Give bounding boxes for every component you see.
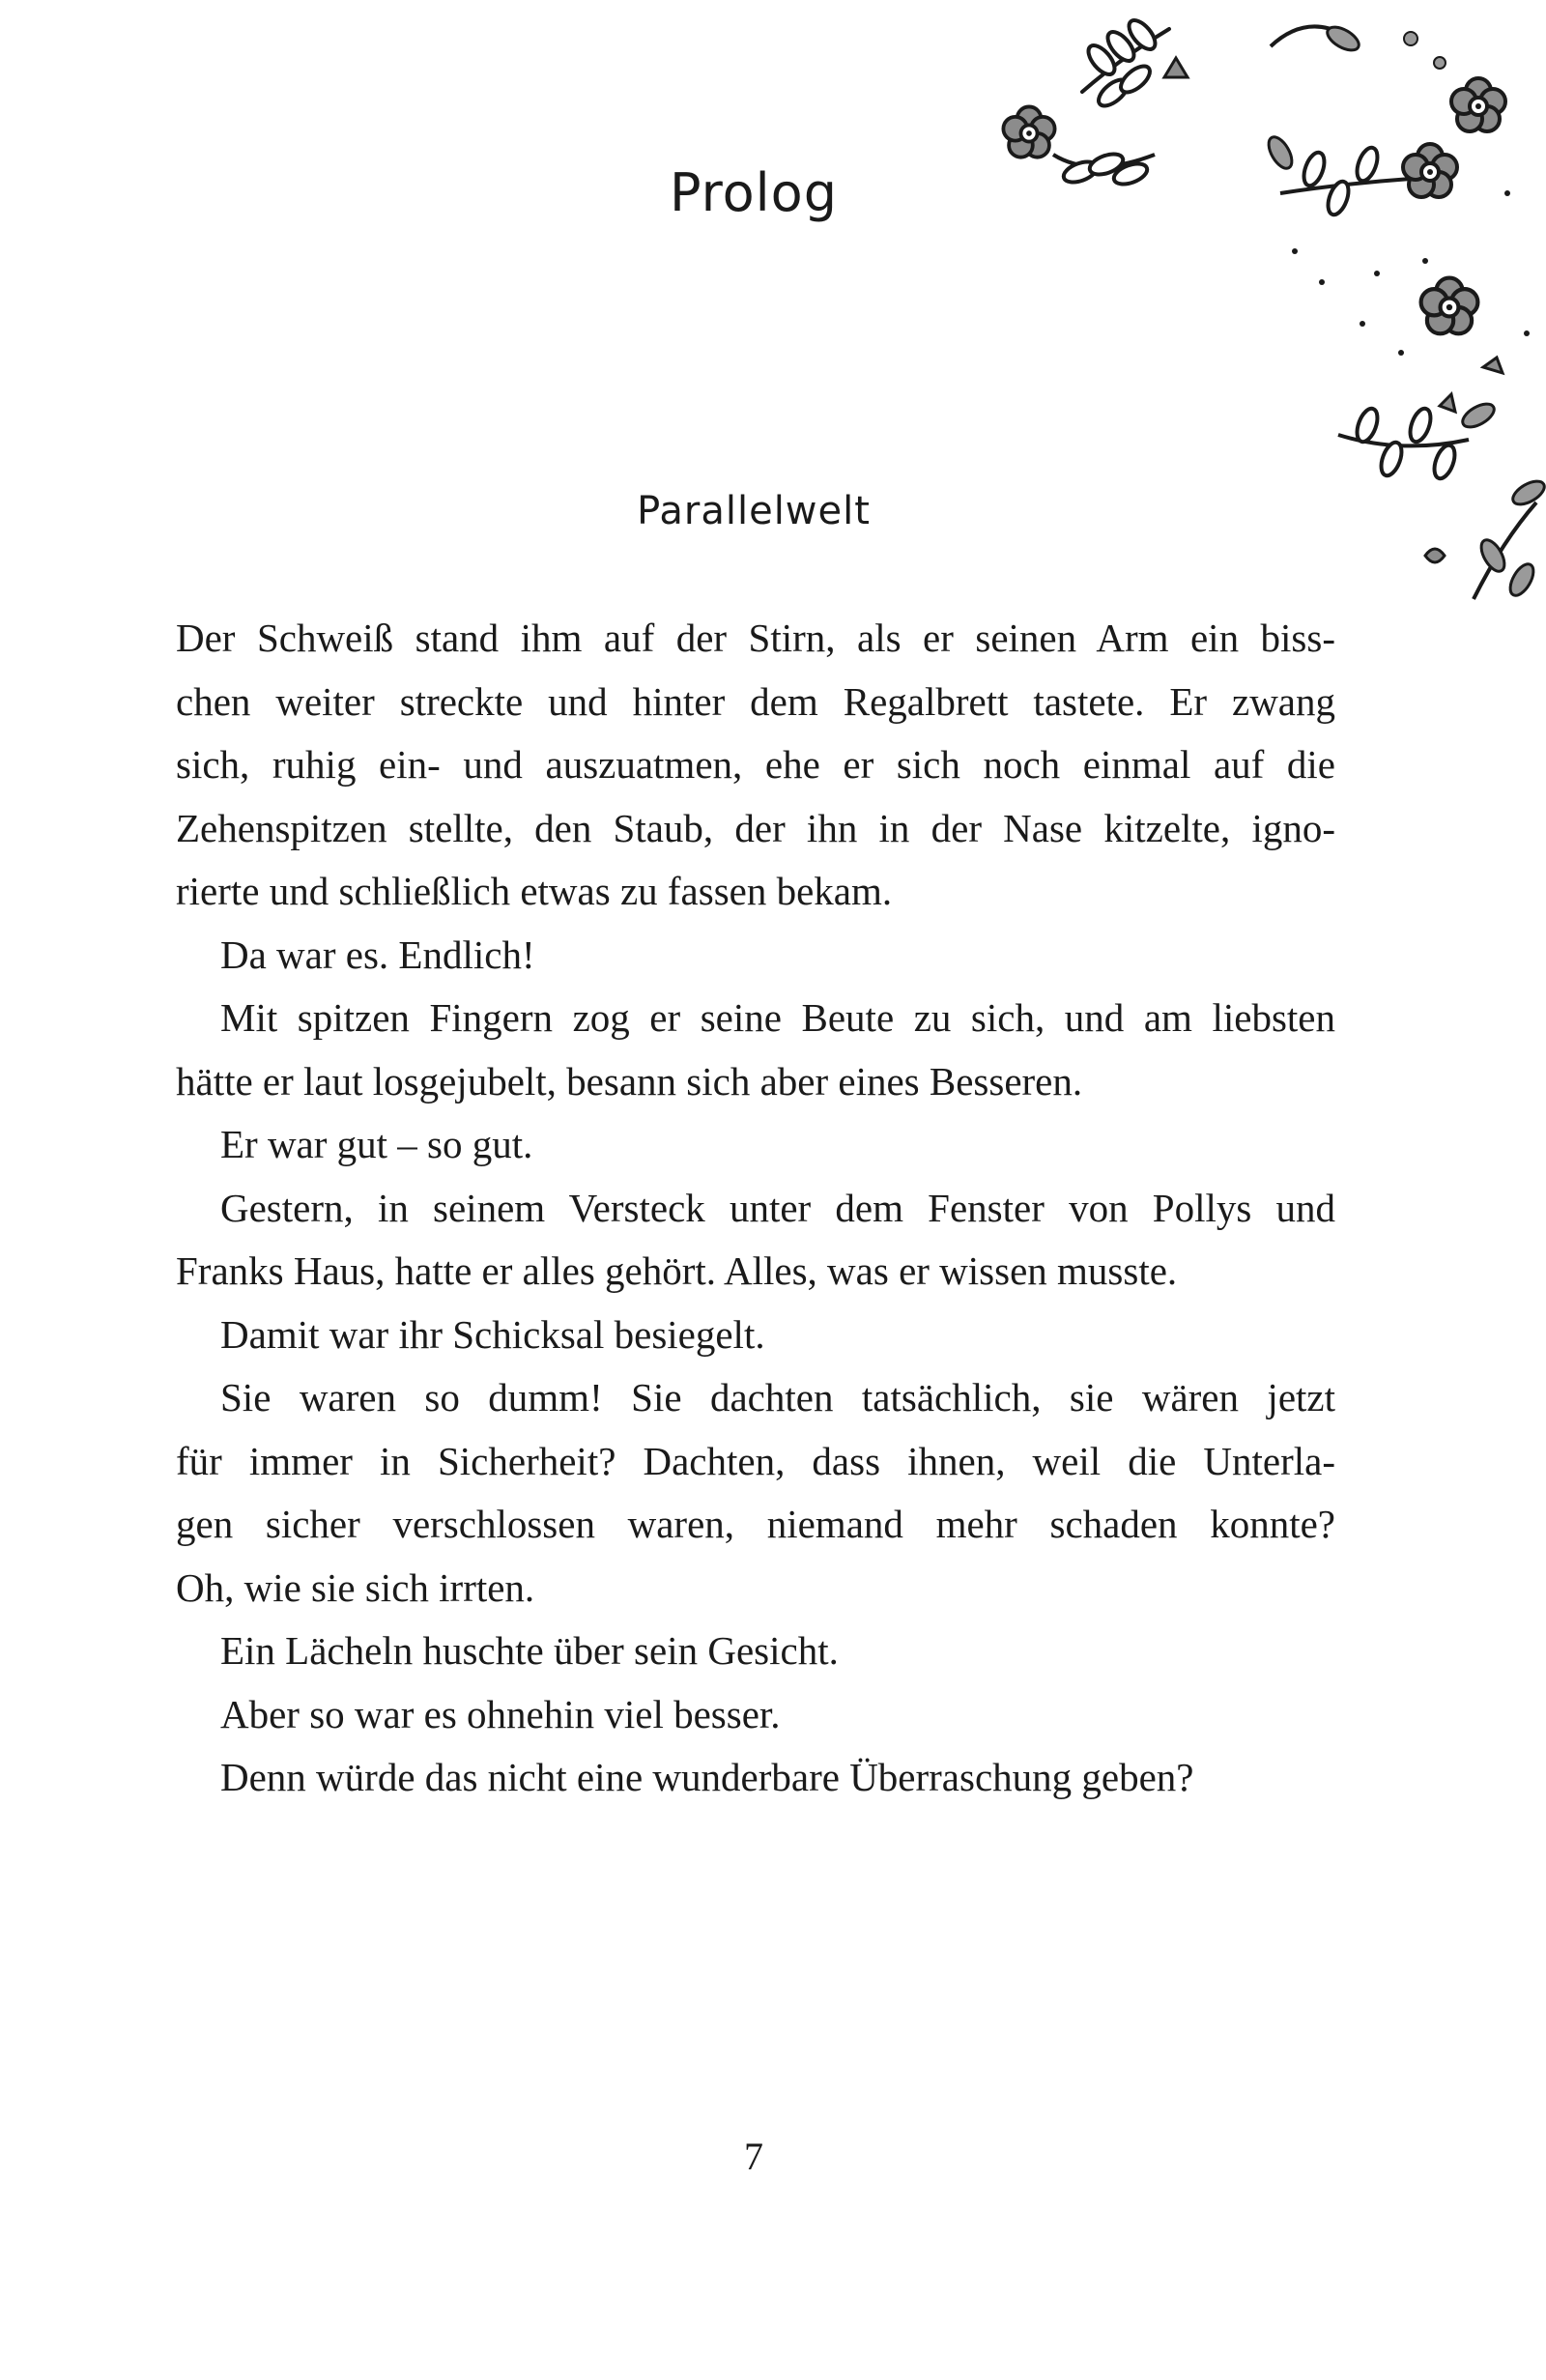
text-line: Oh, wie sie sich irrten. — [176, 1564, 535, 1610]
text-line: Da war es. Endlich! — [220, 932, 535, 977]
text-line: Aber so war es ohnehin viel besser. — [220, 1691, 781, 1736]
text-line: Sie waren so dumm! Sie dachten tatsächlich, sie wären jetzt — [220, 1375, 1335, 1419]
text-line: Mit spitzen Fingern zog er seine Beute zu sich, und am liebsten — [220, 995, 1335, 1040]
text-line: Denn würde das nicht eine wunderbare Überraschung geben? — [220, 1755, 1194, 1799]
text-line: Der Schweiß stand ihm auf der Stirn, als er seinen Arm ein biss- — [176, 616, 1335, 660]
text-line: Damit war ihr Schicksal besiegelt. — [220, 1311, 765, 1357]
chapter-title: Prolog — [670, 162, 838, 223]
text-line: gen sicher verschlossen waren, niemand mehr schaden konnte? — [176, 1502, 1335, 1546]
floral-corner-decoration-icon — [986, 0, 1546, 638]
text-line: Er war gut – so gut. — [220, 1122, 533, 1166]
text-line: für immer in Sicherheit? Dachten, dass ihnen, weil die Unterla- — [176, 1438, 1335, 1483]
body-text — [176, 607, 1335, 1810]
text-line: Zehenspitzen stellte, den Staub, der ihn in der Nase kitzelte, igno- — [176, 805, 1335, 850]
text-line: chen weiter streckte und hinter dem Regalbrett tastete. Er zwang — [176, 678, 1335, 724]
text-line: Ein Lächeln huschte über sein Gesicht. — [220, 1628, 839, 1673]
section-title: Parallelwelt — [637, 489, 871, 533]
text-line: sich, ruhig ein- und auszuatmen, ehe er sich noch einmal auf die — [176, 742, 1335, 787]
text-line: Franks Haus, hatte er alles gehört. Alles, was er wissen musste. — [176, 1248, 1178, 1293]
text-line: Gestern, in seinem Versteck unter dem Fenster von Pollys und — [220, 1185, 1335, 1230]
text-line: rierte und schließlich etwas zu fassen bekam. — [176, 869, 893, 913]
page-number: 7 — [744, 2135, 763, 2178]
text-line: hätte er laut losgejubelt, besann sich aber eines Besseren. — [176, 1058, 1083, 1104]
